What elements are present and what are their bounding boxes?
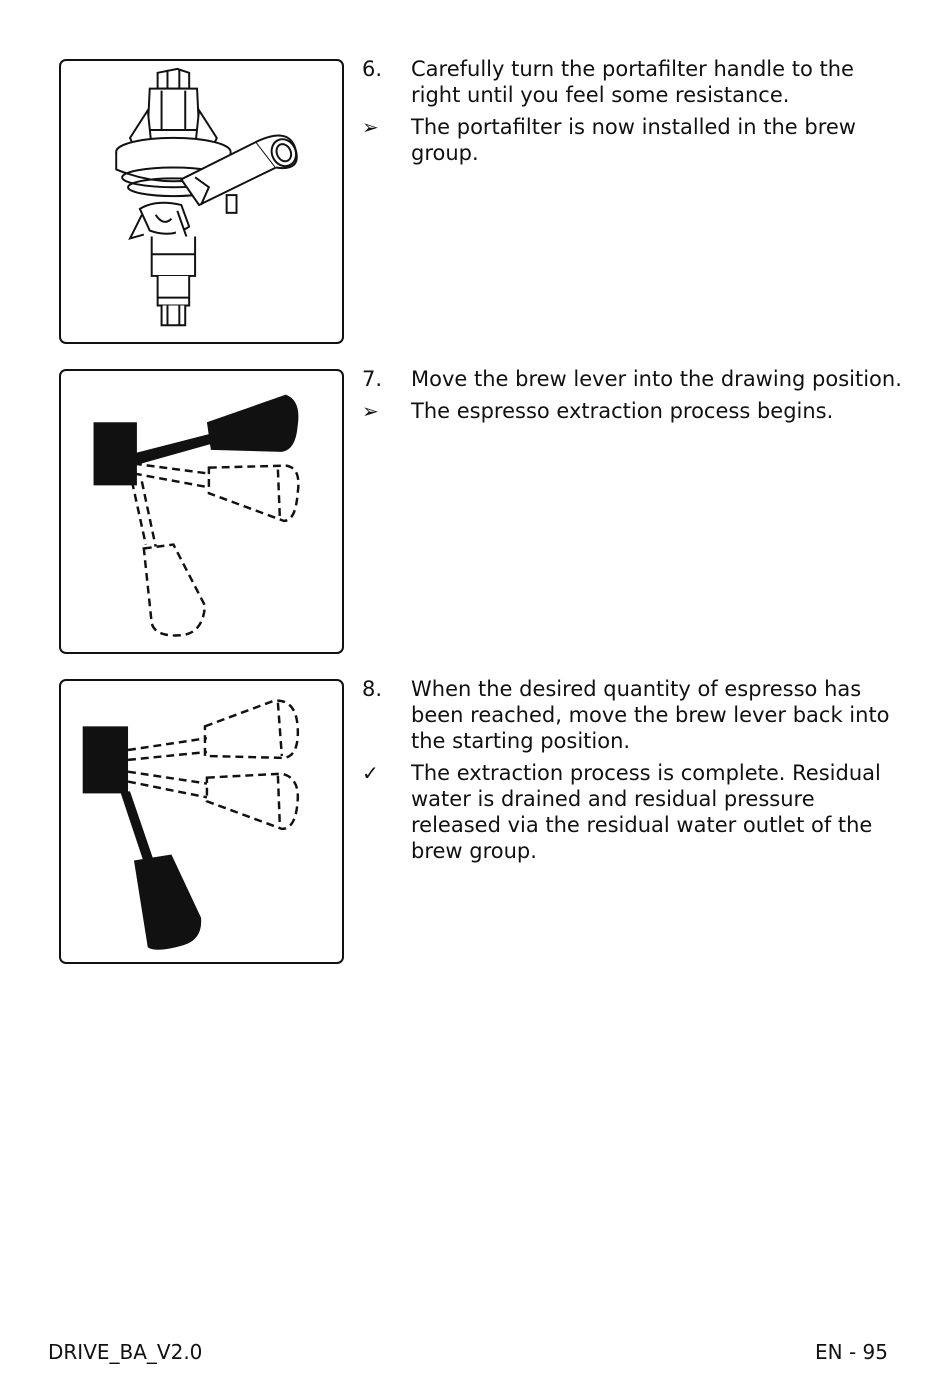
portafilter-installation-icon (61, 61, 342, 342)
step-7 (362, 366, 902, 430)
step-instruction: When the desired quantity of espresso has been reached, move the brew lever back into the starting position. (411, 677, 890, 753)
figure-portafilter-installation (59, 59, 344, 344)
step-8-result-row (362, 760, 902, 864)
figure-brew-lever-drawing-position (59, 369, 344, 654)
step-instruction: Carefully turn the portafilter handle to the right until you feel some resistance. (411, 57, 854, 107)
step-6-result-row (362, 114, 902, 166)
brew-lever-starting-position-icon (61, 681, 342, 962)
step-6 (362, 56, 902, 172)
arrow-bullet-icon: ➢ (362, 399, 379, 423)
checkmark-icon: ✓ (362, 761, 379, 785)
figure-brew-lever-starting-position (59, 679, 344, 964)
step-8-instruction-row (362, 676, 902, 754)
step-result: The portafilter is now installed in the brew group. (411, 115, 856, 165)
step-7-instruction-row (362, 366, 902, 392)
step-result: The extraction process is complete. Residual water is drained and residual pressure released via the residual water outlet of the brew group. (411, 761, 881, 863)
step-number: 6. (362, 57, 383, 81)
step-number: 8. (362, 677, 383, 701)
step-6-instruction-row (362, 56, 902, 108)
document-id: DRIVE_BA_V2.0 (48, 1340, 203, 1364)
step-result: The espresso extraction process begins. (411, 399, 834, 423)
brew-lever-drawing-position-icon (61, 371, 342, 652)
page-number: EN - 95 (815, 1340, 888, 1364)
step-number: 7. (362, 367, 383, 391)
step-8 (362, 676, 902, 870)
step-instruction: Move the brew lever into the drawing position. (411, 367, 902, 391)
step-7-result-row (362, 398, 902, 424)
arrow-bullet-icon: ➢ (362, 115, 379, 139)
